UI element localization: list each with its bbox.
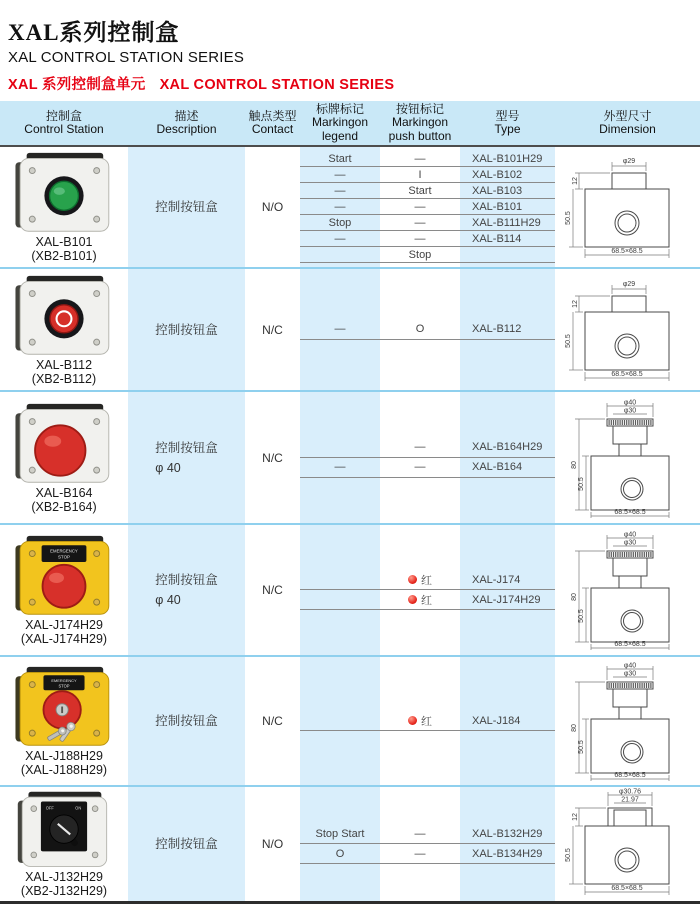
catalog-entry xyxy=(300,844,555,864)
dim-label: 80 xyxy=(571,724,578,732)
product-cell xyxy=(0,392,128,523)
legend-marking: — xyxy=(334,200,346,213)
dimension-cell xyxy=(555,392,700,523)
dim-label: φ30 xyxy=(623,539,637,547)
type-number: XAL-B114 xyxy=(472,232,522,245)
product-photo-green-flush-button xyxy=(11,151,117,235)
dim-label: φ30 xyxy=(623,670,637,678)
dim-label: 50.5 xyxy=(578,476,585,491)
button-marking: O xyxy=(415,323,425,335)
header-markingon-push-button: 按钮标记 Markingon push button xyxy=(388,101,452,143)
button-marking: — xyxy=(414,441,426,453)
red-mushroom-button xyxy=(43,565,86,608)
dim-label: φ40 xyxy=(623,531,637,539)
dim-label: φ29 xyxy=(622,158,636,165)
catalog-entry xyxy=(300,320,555,340)
description-cell: 控制按钮盒 xyxy=(128,269,245,390)
dim-label: 68.5×68.5 xyxy=(611,885,643,892)
type-number: XAL-B103 xyxy=(472,184,523,197)
product-model: XAL-B101 xyxy=(35,235,93,249)
product-cell xyxy=(0,525,128,655)
legend-marking: — xyxy=(334,184,346,197)
catalog-entry xyxy=(300,458,555,478)
catalog-entry xyxy=(300,247,555,263)
product-photo-red-flush-button xyxy=(11,274,117,358)
dim-label: φ40 xyxy=(623,662,637,670)
product-alt-model: (XB2-B164) xyxy=(31,499,97,514)
table-row xyxy=(0,525,700,657)
type-number: XAL-B112 xyxy=(472,323,522,335)
section-subtitle xyxy=(8,73,700,94)
section-subtitle-cn: XAL 系列控制盒单元 xyxy=(8,77,146,93)
plate-text: STOP xyxy=(58,683,70,689)
dimension-drawing-mushroom-button xyxy=(560,529,695,651)
table-row xyxy=(0,147,700,269)
green-button xyxy=(50,181,79,210)
product-photo-selector-switch xyxy=(11,790,117,870)
description-cell: 控制按钮盒 xyxy=(128,147,245,267)
product-alt-model: (XB2-J132H29) xyxy=(20,884,108,898)
button-marking: I xyxy=(418,168,422,181)
dimension-cell xyxy=(555,147,700,267)
description-cell: 控制按钮盒 φ 40 xyxy=(128,525,245,655)
dimension-drawing-mushroom-button xyxy=(560,397,695,519)
dim-label: 68.5×68.5 xyxy=(614,641,646,648)
description-cell: 控制按钮盒 xyxy=(128,787,245,901)
product-cell xyxy=(0,657,128,785)
marking-type-cell xyxy=(300,147,555,267)
legend-marking: — xyxy=(334,232,346,245)
dim-label: 50.5 xyxy=(578,740,585,754)
red-mushroom-button xyxy=(35,425,85,475)
button-marking: — xyxy=(414,200,426,213)
button-marking: 红 xyxy=(380,713,460,729)
header-control-station: 控制盒 Control Station xyxy=(24,108,104,136)
contact-cell: N/O xyxy=(261,200,284,214)
product-alt-model: (XB2-B101) xyxy=(31,249,97,263)
description-cell: 控制按钮盒 φ 40 xyxy=(128,392,245,523)
red-dot-icon xyxy=(408,716,417,725)
table-row xyxy=(0,392,700,525)
plate-text: EMERGENCY xyxy=(50,548,78,554)
product-cell xyxy=(0,147,128,267)
page-title-cn: XAL系列控制盒 xyxy=(8,20,180,45)
legend-marking: — xyxy=(334,168,346,181)
dimension-drawing-selector-switch xyxy=(560,788,695,900)
dim-label: φ30.76 xyxy=(618,788,642,796)
plate-text: EMERGENCY xyxy=(51,677,77,683)
catalog-entry xyxy=(300,167,555,183)
section-subtitle-en: XAL CONTROL STATION SERIES xyxy=(159,77,395,93)
red-dot-icon xyxy=(408,575,417,584)
dim-label: 50.5 xyxy=(565,211,572,225)
legend-marking: Stop Start xyxy=(315,827,365,840)
type-number: XAL-B132H29 xyxy=(472,827,543,840)
page-title-en: XAL CONTROL STATION SERIES xyxy=(8,49,245,66)
catalog-entry xyxy=(300,199,555,215)
legend-marking: Stop xyxy=(328,216,352,229)
product-model: XAL-J132H29 xyxy=(25,870,103,884)
dim-label: 50.5 xyxy=(565,333,572,348)
contact-cell: N/O xyxy=(261,837,284,851)
marking-type-cell xyxy=(300,657,555,785)
marking-type-cell xyxy=(300,787,555,901)
marking-type-cell xyxy=(300,269,555,390)
dim-label: φ40 xyxy=(623,399,637,406)
type-number: XAL-B164H29 xyxy=(472,441,543,453)
button-marking: — xyxy=(414,827,426,840)
product-model: XAL-B112 xyxy=(35,357,93,372)
type-number: XAL-B101H29 xyxy=(472,152,543,165)
type-number: XAL-B111H29 xyxy=(472,216,541,229)
dim-label: 12 xyxy=(572,177,579,185)
catalog-entry xyxy=(300,215,555,231)
legend-marking: O xyxy=(335,847,345,860)
product-cell xyxy=(0,269,128,390)
plate-text: STOP xyxy=(57,554,71,560)
dim-label: 68.5×68.5 xyxy=(614,508,646,516)
catalog-entry xyxy=(300,151,555,167)
catalog-entry xyxy=(300,590,555,610)
dim-label: 68.5×68.5 xyxy=(614,772,646,779)
dim-label: 50.5 xyxy=(565,848,572,862)
table-row xyxy=(0,787,700,901)
catalog-entry xyxy=(300,824,555,844)
dimension-cell xyxy=(555,657,700,785)
dim-label: 80 xyxy=(571,460,578,469)
catalog-entry xyxy=(300,570,555,590)
dimension-cell xyxy=(555,269,700,390)
marking-type-cell xyxy=(300,525,555,655)
catalog-entry xyxy=(300,183,555,199)
header-contact: 触点类型 Contact xyxy=(248,108,297,136)
catalog-entry xyxy=(300,711,555,731)
dim-label: 12 xyxy=(572,299,579,308)
dim-label: φ30 xyxy=(623,407,637,414)
button-marking: 红 xyxy=(380,572,460,588)
product-model: XAL-J188H29 xyxy=(25,749,103,763)
marking-type-cell xyxy=(300,392,555,523)
product-alt-model: (XAL-J174H29) xyxy=(20,632,108,646)
button-marking: — xyxy=(414,847,426,860)
type-number: XAL-J174 xyxy=(472,573,521,586)
plate-text: ON xyxy=(75,805,82,811)
table-row xyxy=(0,269,700,392)
type-number: XAL-B134H29 xyxy=(472,847,543,860)
contact-cell: N/C xyxy=(262,583,283,597)
plate-text: OFF xyxy=(45,805,54,811)
legend-marking: Start xyxy=(328,152,352,165)
dim-label: 21.97 xyxy=(621,796,639,804)
dim-label: 50.5 xyxy=(578,609,585,623)
header-type: 型号 Type xyxy=(494,108,521,136)
table-row xyxy=(0,657,700,787)
button-marking: 红 xyxy=(380,592,460,608)
dimension-drawing-flat-button xyxy=(560,274,695,386)
catalog-entry xyxy=(300,438,555,458)
contact-cell: N/C xyxy=(262,450,283,465)
legend-marking: — xyxy=(334,461,346,473)
button-marking: — xyxy=(414,216,426,229)
contact-cell: N/C xyxy=(262,322,283,337)
description-cell: 控制按钮盒 xyxy=(128,657,245,785)
dim-label: 68.5×68.5 xyxy=(611,248,643,255)
header-description: 描述 Description xyxy=(156,108,217,136)
button-marking: — xyxy=(414,461,426,473)
legend-marking: — xyxy=(334,323,346,335)
product-table xyxy=(0,101,700,904)
dim-label: 80 xyxy=(571,593,578,601)
product-photo-emergency-stop-key-release xyxy=(11,665,117,749)
button-marking: — xyxy=(414,152,426,165)
type-number: XAL-J174H29 xyxy=(472,593,541,606)
dim-label: φ29 xyxy=(622,280,636,288)
product-photo-red-mushroom-button xyxy=(11,402,117,486)
header-markingon-legend: 标牌标记 Markingon legend xyxy=(311,101,369,143)
type-number: XAL-J184 xyxy=(472,714,521,727)
dimension-cell xyxy=(555,787,700,901)
red-button xyxy=(50,304,78,332)
header-dimension: 外型尺寸 Dimension xyxy=(599,108,656,136)
product-alt-model: (XB2-B112) xyxy=(31,371,97,386)
type-number: XAL-B164 xyxy=(472,461,523,473)
product-alt-model: (XAL-J188H29) xyxy=(20,763,108,777)
button-marking: Stop xyxy=(408,248,432,261)
dim-label: 12 xyxy=(572,813,579,821)
type-number: XAL-B101 xyxy=(472,200,523,213)
dimension-drawing-flat-button xyxy=(560,151,695,263)
dimension-drawing-mushroom-button xyxy=(560,660,695,782)
type-number: XAL-B102 xyxy=(472,168,523,181)
dim-label: 68.5×68.5 xyxy=(611,370,643,378)
product-photo-emergency-stop-mushroom xyxy=(11,534,117,618)
product-model: XAL-J174H29 xyxy=(25,618,103,632)
catalog-entry xyxy=(300,231,555,247)
product-cell xyxy=(0,787,128,901)
table-header-row xyxy=(0,101,700,147)
red-dot-icon xyxy=(408,595,417,604)
button-marking: Start xyxy=(408,184,432,197)
button-marking: — xyxy=(414,232,426,245)
dimension-cell xyxy=(555,525,700,655)
contact-cell: N/C xyxy=(262,714,283,728)
product-model: XAL-B164 xyxy=(35,485,93,500)
page-header xyxy=(0,0,700,94)
